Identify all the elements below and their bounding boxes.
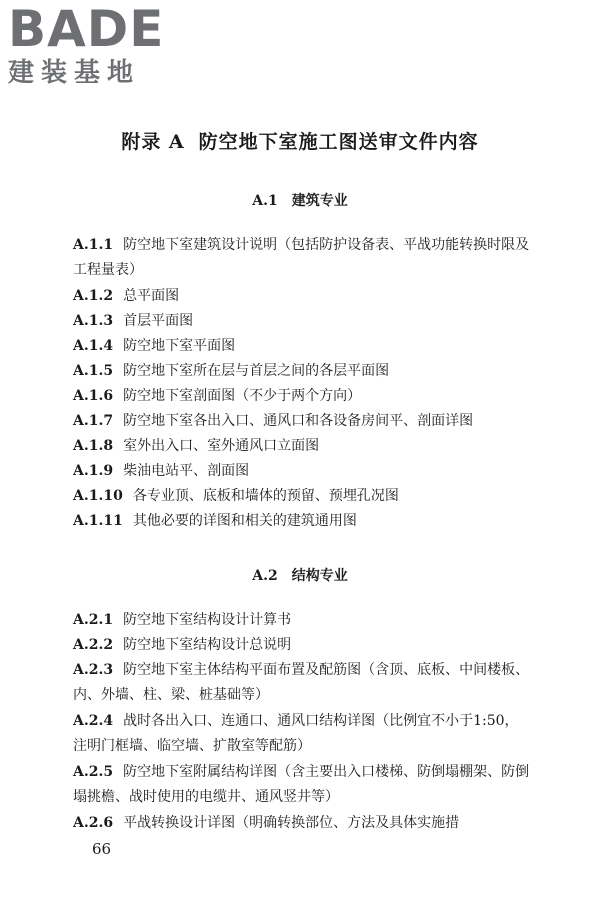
section-code: A.2 (252, 568, 278, 584)
item-code: A.1.9 (73, 463, 114, 479)
list-item (73, 709, 531, 759)
item-text: 防空地下室平面图 (123, 338, 236, 354)
list-item (73, 233, 531, 283)
list-item (73, 509, 531, 534)
item-text: 防空地下室各出入口、通风口和各设备房间平、剖面详图 (123, 413, 474, 429)
section-code: A.1 (252, 193, 278, 209)
item-code: A.2.2 (73, 637, 114, 653)
item-text: 战时各出入口、连通口、通风口结构详图（比例宜不小于1:50，注明门框墙、临空墙、扩散室等配筋） (73, 713, 519, 754)
appendix-title: 防空地下室施工图送审文件内容 (198, 131, 479, 153)
list-item (73, 309, 531, 334)
item-code: A.2.1 (73, 612, 114, 628)
item-code: A.1.1 (73, 237, 114, 253)
item-text: 防空地下室剖面图（不少于两个方向） (123, 388, 362, 404)
item-code: A.1.4 (73, 338, 114, 354)
item-code: A.2.4 (73, 713, 114, 729)
item-code: A.1.6 (73, 388, 114, 404)
item-text: 室外出入口、室外通风口立面图 (123, 438, 320, 454)
list-item (73, 434, 531, 459)
list-item (73, 409, 531, 434)
list-item (73, 359, 531, 384)
item-text: 防空地下室结构设计计算书 (123, 612, 292, 628)
item-code: A.1.10 (73, 488, 123, 504)
item-text: 防空地下室主体结构平面布置及配筋图（含顶、底板、中间楼板、内、外墙、柱、梁、桩基础等） (73, 662, 530, 703)
section-heading-structure (0, 565, 600, 585)
logo (8, 2, 178, 88)
item-code: A.1.7 (73, 413, 114, 429)
item-text: 其他必要的详图和相关的建筑通用图 (132, 513, 357, 529)
item-code: A.1.8 (73, 438, 114, 454)
section-title: 结构专业 (291, 568, 348, 584)
section-heading-architecture (0, 190, 600, 210)
appendix-code: 附录 A (121, 131, 185, 153)
list-item (73, 384, 531, 409)
item-code: A.2.5 (73, 764, 114, 780)
item-text: 防空地下室结构设计总说明 (123, 637, 292, 653)
section-title: 建筑专业 (291, 193, 348, 209)
item-code: A.1.11 (73, 513, 123, 529)
page-number: 66 (92, 840, 112, 858)
list-item (73, 658, 531, 708)
list-item (73, 760, 531, 810)
item-text: 防空地下室附属结构详图（含主要出入口楼梯、防倒塌棚架、防倒塌挑檐、战时使用的电缆井、通风竖井等） (73, 764, 530, 805)
item-text: 柴油电站平、剖面图 (123, 463, 250, 479)
logo-mark: BADE (8, 0, 165, 58)
list-item (73, 484, 531, 509)
item-code: A.2.6 (73, 815, 114, 831)
page-title (0, 127, 600, 154)
item-code: A.1.5 (73, 363, 114, 379)
item-text: 防空地下室建筑设计说明（包括防护设备表、平战功能转换时限及工程量表） (73, 237, 530, 278)
logo-subtitle: 建装基地 (8, 58, 141, 88)
item-code: A.1.2 (73, 288, 114, 304)
list-item (73, 633, 531, 658)
list-item (73, 608, 531, 633)
item-code: A.1.3 (73, 313, 114, 329)
list-item (73, 459, 531, 484)
item-code: A.2.3 (73, 662, 114, 678)
list-item (73, 284, 531, 309)
item-text: 各专业顶、底板和墙体的预留、预埋孔况图 (132, 488, 399, 504)
item-text: 总平面图 (123, 288, 180, 304)
item-text: 平战转换设计详图（明确转换部位、方法及具体实施措 (123, 815, 460, 831)
list-item (73, 334, 531, 359)
list-item (73, 811, 531, 836)
item-text: 防空地下室所在层与首层之间的各层平面图 (123, 363, 390, 379)
item-text: 首层平面图 (123, 313, 194, 329)
